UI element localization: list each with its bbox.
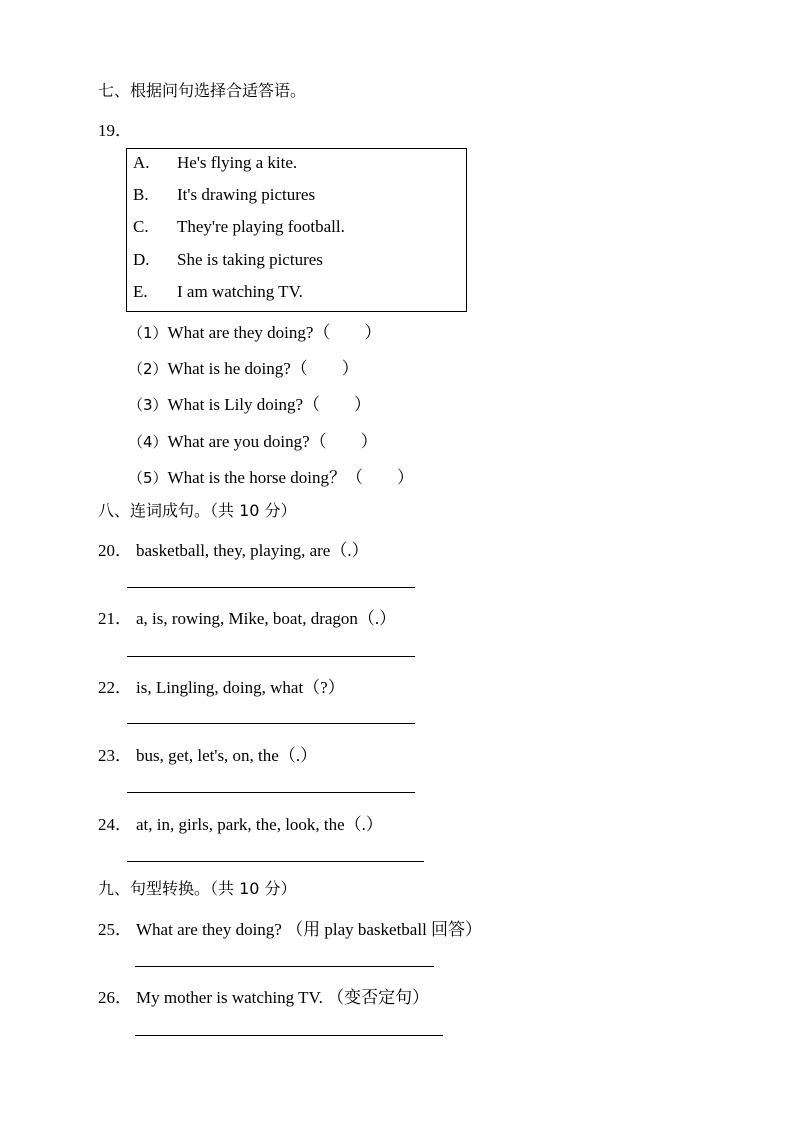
option-letter: D. <box>133 250 150 269</box>
sub-question-prefix: （3） <box>128 396 168 414</box>
option-text: He's flying a kite. <box>177 153 298 172</box>
question-25 <box>98 915 482 940</box>
option-text: She is taking pictures <box>177 250 323 269</box>
question-number: 21． <box>98 609 132 628</box>
question-number: 20． <box>98 541 132 560</box>
sub-question-prefix: （2） <box>128 360 168 378</box>
question-24 <box>98 810 383 835</box>
option-text: It's drawing pictures <box>177 185 316 204</box>
question-text: My mother is watching TV. （变否定句） <box>136 988 430 1007</box>
option-text: I am watching TV. <box>177 282 303 301</box>
option-letter: A. <box>133 153 150 172</box>
question-text: a, is, rowing, Mike, boat, dragon（.） <box>136 609 397 628</box>
sub-question-text: What is he doing?（ ） <box>167 359 359 378</box>
question-21 <box>98 604 396 629</box>
sub-question-2 <box>128 354 359 379</box>
sub-question-prefix: （4） <box>128 433 168 451</box>
answer-line-20[interactable] <box>127 587 415 588</box>
sub-question-5 <box>128 463 414 488</box>
option-a <box>133 153 297 173</box>
question-text: is, Lingling, doing, what（?） <box>136 678 345 697</box>
question-text: at, in, girls, park, the, look, the（.） <box>136 815 383 834</box>
option-c <box>133 217 345 237</box>
answer-line-26[interactable] <box>135 1035 443 1036</box>
option-letter: B. <box>133 185 149 204</box>
sub-question-4 <box>128 427 378 452</box>
question-number: 25． <box>98 920 132 939</box>
question-19-number: 19． <box>98 121 132 140</box>
question-26 <box>98 983 429 1008</box>
question-number: 24． <box>98 815 132 834</box>
question-number: 26． <box>98 988 132 1007</box>
answer-line-23[interactable] <box>127 792 415 793</box>
sub-question-text: What are you doing?（ ） <box>167 432 378 451</box>
answer-line-22[interactable] <box>127 723 415 724</box>
question-text: What are they doing? （用 play basketball 回答） <box>136 920 483 939</box>
answer-line-21[interactable] <box>127 656 415 657</box>
option-letter: C. <box>133 217 149 236</box>
answer-line-24[interactable] <box>127 861 424 862</box>
question-20 <box>98 536 369 561</box>
sub-question-1 <box>128 318 381 343</box>
sub-question-text: What is Lily doing?（ ） <box>167 395 372 414</box>
sub-question-prefix: （5） <box>128 469 168 487</box>
question-text: bus, get, let's, on, the（.） <box>136 746 318 765</box>
question-text: basketball, they, playing, are（.） <box>136 541 369 560</box>
section-8-title: 八、连词成句。（共 10 分） <box>98 501 297 520</box>
options-box <box>126 148 467 312</box>
option-d <box>133 250 323 270</box>
option-text: They're playing football. <box>177 217 345 236</box>
option-b <box>133 185 315 205</box>
sub-question-3 <box>128 390 371 415</box>
question-number: 23． <box>98 746 132 765</box>
option-letter: E. <box>133 282 148 301</box>
sub-question-prefix: （1） <box>128 324 168 342</box>
question-number: 22． <box>98 678 132 697</box>
section-9-title: 九、句型转换。（共 10 分） <box>98 879 297 898</box>
question-22 <box>98 673 345 698</box>
question-23 <box>98 741 317 766</box>
sub-question-text: What are they doing?（ ） <box>167 323 382 342</box>
sub-question-text: What is the horse doing？（ ） <box>167 468 415 487</box>
option-e <box>133 282 303 302</box>
section-7-title: 七、根据问句选择合适答语。 <box>98 81 307 100</box>
answer-line-25[interactable] <box>135 966 434 967</box>
